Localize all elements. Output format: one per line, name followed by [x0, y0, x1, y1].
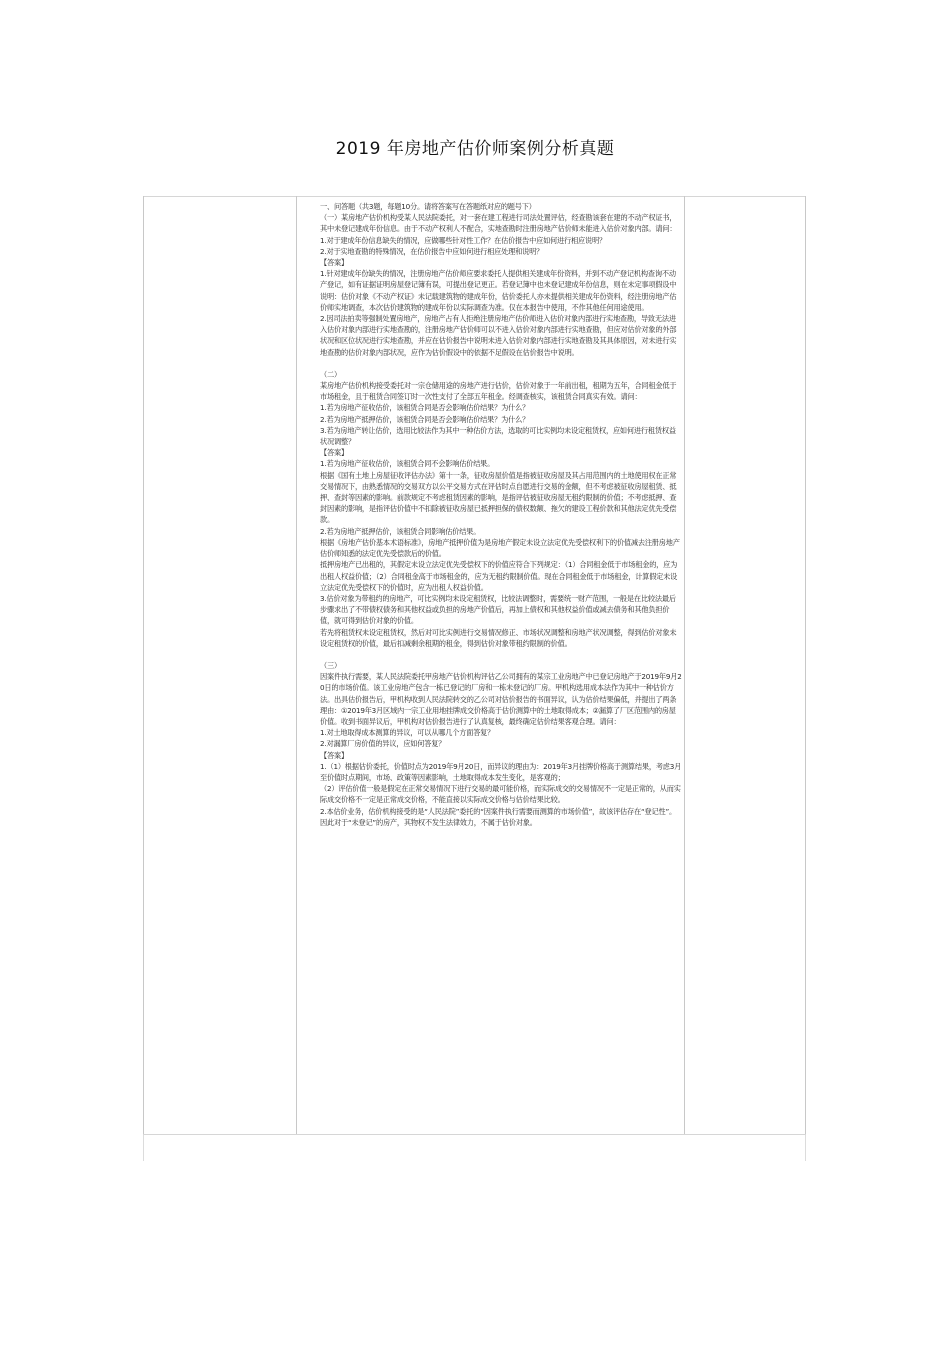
text-paragraph: （一）某房地产估价机构受某人民法院委托，对一套在建工程进行司法处置评估，经查勘该套在建的不动产权证书，其中未登记建成年份信息。由于不动产权利人不配合，实地查勘时注册房地产估价师未能进入估价对象内部。请问： — [320, 213, 677, 234]
text-paragraph: 某房地产估价机构接受委托对一宗仓储用途的房地产进行估价，估价对象于一年前出租，租期为五年，合同租金低于市场租金，且于租赁合同签订时一次性支付了全部五年租金。经调查核实，该租赁合同真实有效。请问： — [320, 381, 677, 402]
text-paragraph: 2.因司法拍卖等强制处置房地产，房地产占有人拒绝注册房地产估价师进入估价对象内部进行实地查勘，导致无法进入估价对象内部进行实地查勘的，注册房地产估价师可以不进入估价对象内部进行实地查勘，但应对估价对象的外部状况和区位状况进行实地查勘，并应在估价报告中说明未进入估价对象内部进行实地查勘及其具体原因，对未进行实地查勘的估价对象内部状况，应作为估价假设中的依据不足假设在估价报告中说明。 — [320, 314, 677, 357]
text-paragraph: 【答案】 — [320, 448, 348, 458]
text-paragraph: 因案件执行需要，某人民法院委托甲房地产估价机构评估乙公司拥有的某宗工业房地产中已登记房地产于2019年9月20日的市场价值。该工业房地产包含一栋已登记的厂房和一栋未登记的厂房。甲机构选用成本法作为其中一种估价方法。出具估价报告后，甲机构收到人民法院转交的乙公司对估价报告的书面异议，认为估价结果偏低，并提出了两条理由：①2019年3月区域内一宗工业用地挂牌成交价格高于估价测算中的土地取得成本；②漏算了厂区范围内的房屋价值。收到书面异议后，甲机构对估价报告进行了认真复核，最终确定估价结果客观合理。请问： — [320, 672, 682, 726]
text-paragraph: 1.对土地取得成本测算的异议，可以从哪几个方面答复？ — [320, 728, 495, 738]
continuation-stub-right — [805, 1135, 806, 1161]
paragraph-gap — [320, 358, 682, 369]
frame-right-border — [805, 196, 806, 1134]
text-paragraph: 【答案】 — [320, 258, 348, 268]
text-paragraph: 3.若为房地产转让估价，选用比较法作为其中一种估价方法，选取的可比实例均未设定租赁权，应如何进行租赁权益状况调整？ — [320, 425, 676, 447]
text-paragraph: 2.对于实地查勘的特殊情况，在估价报告中应如何进行相应处理和说明？ — [320, 246, 544, 256]
text-paragraph: 若先将租赁权未设定租赁权，然后对可比实例进行交易情况修正、市场状况调整和房地产状况调整，得到估价对象未设定租赁权的价值，最后扣减剩余租期的租金，得到估价对象带租约限制的价值。 — [320, 627, 677, 648]
text-paragraph: 根据《国有土地上房屋征收评估办法》第十一条，征收房屋价值是指被征收房屋及其占用范围内的土地使用权在正常交易情况下，由熟悉情况的交易双方以公平交易方式在评估时点自愿进行交易的金额，但不考虑被征收房屋租赁、抵押、查封等因素的影响。前款规定不考虑租赁因素的影响，是指评估被征收房屋无租约限制的价值；不考虑抵押、查封因素的影响，是指评估价值中不扣除被征收房屋已抵押担保的债权数额、拖欠的建设工程价款和其他法定优先受偿款。 — [320, 470, 677, 525]
text-paragraph: 1.（1）根据估价委托，价值时点为2019年9月20日，而异议的理由为：2019年3月挂牌价格高于测算结果，考虑3月至价值时点期间，市场、政策等因素影响，土地取得成本发生变化，是客观的； — [320, 761, 682, 782]
text-paragraph: （2）评估价值一般是假定在正常交易情况下进行交易的最可能价格，而实际成交的交易情况不一定是正常的，从而实际成交价格不一定是正常成交价格，不能直接以实际成交价格与估价结果比较。 — [320, 784, 681, 805]
text-paragraph: 3.估价对象为带租约的房地产，可比实例均未设定租赁权，比较法调整时，需要统一财产范围，一般是在比较法最后步骤求出了不带债权债务和其他权益或负担的房地产价值后，再加上债权和其他权益价值或减去债务和其他负担价值，就可得到估价对象的价值。 — [320, 593, 676, 626]
text-paragraph: （二） — [320, 369, 341, 379]
text-paragraph: 【答案】 — [320, 750, 348, 760]
text-paragraph: （三） — [320, 660, 341, 670]
text-paragraph: 2.若为房地产抵押估价，该租赁合同影响估价结果。 — [320, 526, 481, 536]
paragraph-gap — [320, 649, 682, 660]
text-paragraph: 1.针对建成年份缺失的情况，注册房地产估价师应要求委托人提供相关建成年份资料，并到不动产登记机构查询不动产登记，如有证据证明房屋登记簿有误，可提出登记更正。若登记簿中也未登记建成年份信息，则在未定事项假设中说明：估价对象《不动产权证》未记载建筑物的建成年份，估价委托人亦未提供相关建成年份资料，经注册房地产估价师实地调查，本次估价建筑物的建成年份以实际调查为准。仅在本报告中使用，不作其他任何用途使用。 — [320, 269, 677, 312]
frame-bottom-border — [143, 1134, 806, 1135]
continuation-stub-left — [143, 1135, 144, 1161]
text-paragraph: 1.对于建成年份信息缺失的情况，应做哪些针对性工作？在估价报告中应如何进行相应说明？ — [320, 235, 606, 245]
text-paragraph: 一、问答题（共3题，每题10分。请将答案写在答题纸对应的题号下） — [320, 202, 536, 211]
content-column-right-border — [684, 196, 685, 1134]
content-column-left-border — [296, 196, 297, 1134]
frame-left-border — [143, 196, 144, 1134]
text-paragraph: 1.若为房地产征收估价，该租赁合同不会影响估价结果。 — [320, 459, 495, 469]
frame-top-border — [143, 196, 806, 197]
text-paragraph: 根据《房地产估价基本术语标准》，房地产抵押价值为是房地产假定未设立法定优先受偿权利下的价值减去注册房地产估价师知悉的法定优先受偿款后的价值。 — [320, 537, 680, 559]
document-title: 2019 年房地产估价师案例分析真题 — [335, 139, 615, 159]
exam-content — [320, 201, 682, 828]
text-paragraph: 2.本估价业务，估价机构接受的是“人民法院”委托的“因案件执行需要而测算的市场价值”，故该评估存在“登记性”。因此对于“未登记”的房产，其物权不发生法律效力，不属于估价对象。 — [320, 806, 677, 827]
text-paragraph: 2.若为房地产抵押估价，该租赁合同是否会影响估价结果？为什么？ — [320, 414, 530, 424]
text-paragraph: 1.若为房地产征收估价，该租赁合同是否会影响估价结果？为什么？ — [320, 403, 530, 413]
text-paragraph: 2.对漏算厂房价值的异议，应如何答复？ — [320, 739, 446, 749]
text-paragraph: 抵押房地产已出租的，其假定未设立法定优先受偿权下的价值应符合下列规定：（1）合同租金低于市场租金的，应为出租人权益价值；（2）合同租金高于市场租金的，应为无租约限制价值。现在合同租金低于市场租金，计算假定未设立法定优先受偿权下的价值时，应为出租人权益价值。 — [320, 560, 678, 592]
